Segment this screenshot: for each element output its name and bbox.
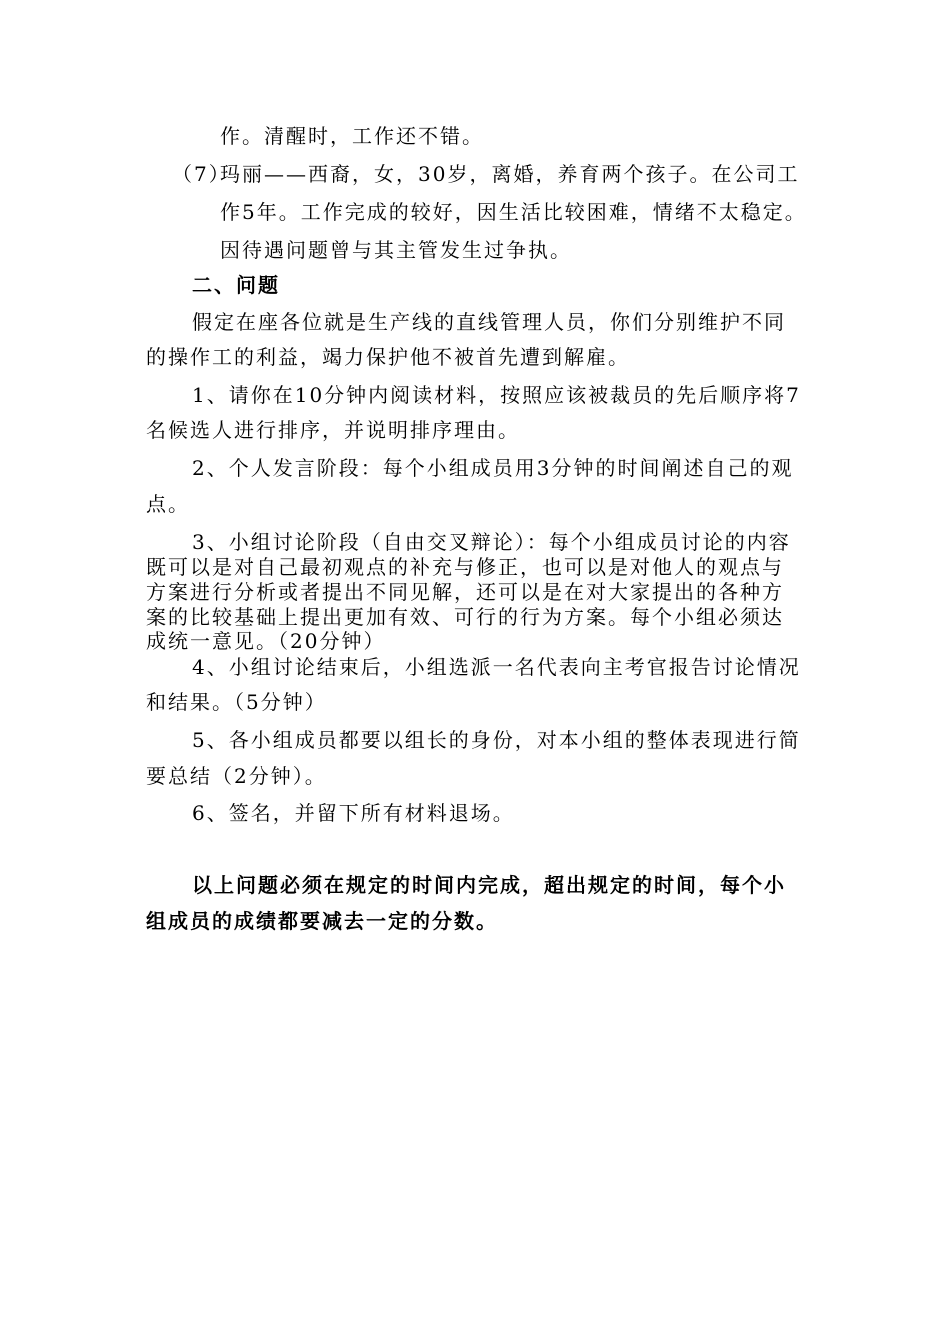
- list-item-continuation: 作。清醒时，工作还不错。: [220, 124, 484, 148]
- question-2-line1: 2、个人发言阶段：每个小组成员用3分钟的时间阐述自己的观: [192, 456, 794, 480]
- question-3-line5: 成统一意见。（20分钟）: [146, 629, 386, 653]
- question-4-line2: 和结果。（5分钟）: [146, 690, 327, 714]
- list-item-7-line1: 玛丽——西裔，女，30岁，离婚，养育两个孩子。在公司工: [220, 162, 800, 186]
- question-3-line3: 方案进行分析或者提出不同见解，还可以是在对大家提出的各种方: [146, 580, 784, 604]
- question-1-line1: 1、请你在10分钟内阅读材料，按照应该被裁员的先后顺序将7: [192, 383, 801, 407]
- question-1-line2: 名候选人进行排序，并说明排序理由。: [146, 418, 520, 442]
- question-5-line1: 5、各小组成员都要以组长的身份，对本小组的整体表现进行简: [192, 728, 801, 752]
- question-3-line2: 既可以是对自己最初观点的补充与修正，也可以是对他人的观点与: [146, 555, 784, 579]
- list-item-7-line3: 因待遇问题曾与其主管发生过争执。: [220, 238, 572, 262]
- closing-note-line2: 组成员的成绩都要减去一定的分数。: [146, 909, 498, 933]
- question-4-line1: 4、小组讨论结束后，小组选派一名代表向主考官报告讨论情况: [192, 655, 801, 679]
- list-item-7-label: （7）: [172, 162, 231, 186]
- question-3-line1: 3、小组讨论阶段（自由交叉辩论）：每个小组成员讨论的内容: [192, 530, 791, 554]
- question-2-line2: 点。: [146, 492, 190, 516]
- question-3-line4: 案的比较基础上提出更加有效、可行的行为方案。每个小组必须达: [146, 605, 784, 629]
- intro-line1: 假定在座各位就是生产线的直线管理人员，你们分别维护不同: [192, 310, 786, 334]
- intro-line2: 的操作工的利益，竭力保护他不被首先遭到解雇。: [146, 345, 630, 369]
- question-6-line1: 6、签名，并留下所有材料退场。: [192, 801, 515, 825]
- section-heading: 二、问题: [192, 273, 280, 297]
- question-5-line2: 要总结（2分钟）。: [146, 764, 327, 788]
- closing-note-line1: 以上问题必须在规定的时间内完成，超出规定的时间，每个小: [192, 873, 786, 897]
- list-item-7-line2: 作5年。工作完成的较好，因生活比较困难，情绪不太稳定。: [220, 200, 807, 224]
